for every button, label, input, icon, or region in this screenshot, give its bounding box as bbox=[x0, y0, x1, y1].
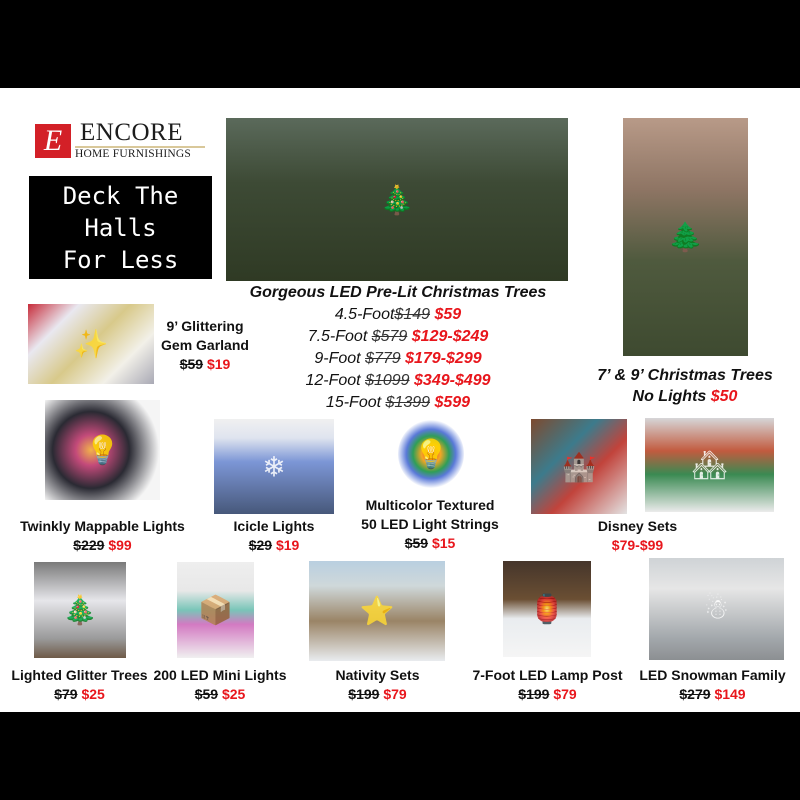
snowman-icon: ☃ bbox=[703, 593, 730, 625]
logo-tagline: HOME FURNISHINGS bbox=[75, 148, 191, 160]
headline-line-1: Deck The bbox=[62, 182, 179, 210]
hero-title: Gorgeous LED Pre-Lit Christmas Trees bbox=[249, 284, 547, 301]
flyer bbox=[0, 88, 800, 712]
nativity-caption: Nativity Sets $199 $79 bbox=[335, 667, 420, 702]
village-icon: 🏘 bbox=[691, 449, 728, 481]
mini-lights-photo bbox=[177, 562, 254, 658]
glitter-trees-caption: Lighted Glitter Trees $79 $25 bbox=[11, 667, 148, 702]
twinkly-photo bbox=[45, 400, 160, 500]
headline-line-3: For Less bbox=[62, 246, 179, 274]
tree-price-row: 7.5-Foot $579 $129-$249 bbox=[307, 328, 489, 345]
bulb-icon: 💡 bbox=[413, 438, 449, 470]
c9-lights-photo bbox=[398, 420, 464, 488]
headline-line-2: Halls bbox=[84, 214, 157, 242]
lamp-post-caption: 7-Foot LED Lamp Post $199 $79 bbox=[472, 667, 623, 702]
light-box-icon: 📦 bbox=[198, 594, 233, 626]
lamp-post-photo bbox=[503, 561, 591, 657]
icicle-photo bbox=[214, 419, 334, 514]
christmas-tree-icon: 🎄 bbox=[62, 594, 98, 626]
christmas-tree-icon: 🎄 bbox=[379, 184, 415, 215]
icicle-icon: ❄ bbox=[262, 451, 286, 482]
lit-trees-photo bbox=[226, 118, 568, 281]
twinkly-caption: Twinkly Mappable Lights $229 $99 bbox=[20, 518, 185, 553]
disney-set-photo-2 bbox=[645, 418, 774, 512]
nativity-icon: ⭐ bbox=[359, 595, 395, 627]
snowman-caption: LED Snowman Family $279 $149 bbox=[639, 667, 786, 702]
garland-caption: 9’ Glittering Gem Garland $59 $19 bbox=[161, 318, 249, 372]
headline-box bbox=[29, 176, 212, 279]
disney-caption: Disney Sets $79-$99 bbox=[597, 518, 678, 553]
logo-name: ENCORE bbox=[80, 119, 183, 146]
tree-price-list bbox=[228, 304, 568, 414]
tree-price-row: 4.5-Foot$149 $59 bbox=[334, 306, 462, 323]
tree-price-row: 12-Foot $1099 $349-$499 bbox=[305, 372, 491, 389]
light-string-icon: 💡 bbox=[85, 434, 120, 466]
icicle-caption: Icicle Lights $29 $19 bbox=[233, 518, 315, 553]
nativity-photo bbox=[309, 561, 445, 661]
castle-icon: 🏰 bbox=[561, 451, 597, 482]
christmas-tree-icon: 🌲 bbox=[668, 221, 703, 253]
garland-photo bbox=[28, 304, 154, 384]
snowman-photo bbox=[649, 558, 784, 660]
glitter-trees-photo bbox=[34, 562, 126, 658]
side-tree-caption: 7’ & 9’ Christmas Trees No Lights $50 bbox=[597, 367, 773, 405]
logo-mark: E bbox=[35, 124, 71, 158]
tree-price-row: 9-Foot $779 $179-$299 bbox=[314, 350, 482, 367]
tree-price-row: 15-Foot $1399 $599 bbox=[325, 394, 471, 411]
lamp-post-icon: 🏮 bbox=[529, 593, 565, 625]
mini-lights-caption: 200 LED Mini Lights $59 $25 bbox=[153, 667, 287, 702]
c9-lights-caption: Multicolor Textured 50 LED Light Strings $59 $15 bbox=[361, 497, 499, 551]
garland-icon: ✨ bbox=[73, 328, 109, 360]
unlit-tree-photo bbox=[623, 118, 748, 356]
disney-set-photo-1 bbox=[531, 419, 627, 514]
